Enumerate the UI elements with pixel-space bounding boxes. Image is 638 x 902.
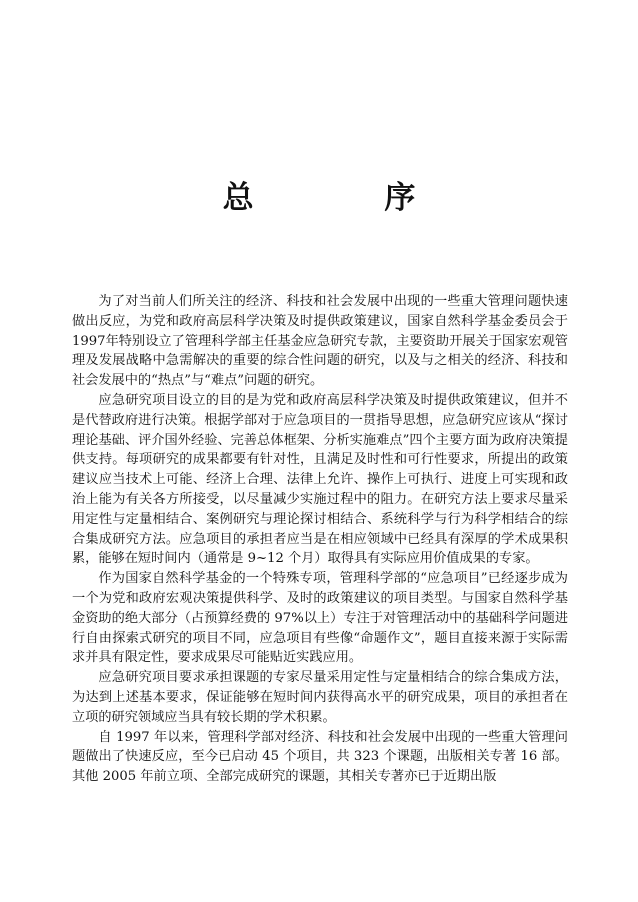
- body-text: [72, 292, 568, 787]
- paragraph-2: 应急研究项目设立的目的是为党和政府高层科学决策及时提供政策建议，但并不是代替政府进行决策。根据学部对于应急项目的一贯指导思想，应急研究应该从“探讨理论基础、评介国外经验、完善总体框架、分析实施难点”四个主要方面为政府决策提供支持。每项研究的成果都要有针对性，且满足及时性和可行性要求，所提出的政策建议应当技术上可能、经济上合理、法律上允许、操作上可执行、进度上可实现和政治上能为有关各方所接受，以尽量减少实施过程中的阻力。在研究方法上要求尽量采用定性与定量相结合、案例研究与理论探讨相结合、系统科学与行为科学相结合的综合集成研究方法。应急项目的承担者应当是在相应领域中已经具有深厚的学术成果积累，能够在短时间内（通常是 9~12 个月）取得具有实际应用价值成果的专家。: [72, 392, 568, 567]
- paragraph-4: 应急研究项目要求承担课题的专家尽量采用定性与定量相结合的综合集成方法，为达到上述基本要求，保证能够在短时间内获得高水平的研究成果，项目的承担者在立项的研究领域应当具有较长期的学术积累。: [72, 670, 568, 725]
- paragraph-5: 自 1997 年以来，管理科学部对经济、科技和社会发展中出现的一些重大管理问题做出了快速反应，至今已启动 45 个项目，共 323 个课题，出版相关专著 16 部。其他 2005 年前立项、全部完成研究的课题，其相关专著亦已于近期出版: [72, 729, 568, 785]
- paragraph-1: 为了对当前人们所关注的经济、科技和社会发展中出现的一些重大管理问题快速做出反应，为党和政府高层科学决策及时提供政策建议，国家自然科学基金委员会于1997年特别设立了管理科学部主任基金应急研究专款，主要资助开展关于国家宏观管理及发展战略中急需解决的重要的综合性问题的研究，以及与之相关的经济、科技和社会发展中的“热点”与“难点”问题的研究。: [72, 294, 568, 389]
- paragraph-3: 作为国家自然科学基金的一个特殊专项，管理科学部的“应急项目”已经逐步成为一个为党和政府宏观决策提供科学、及时的政策建议的项目类型。与国家自然科学基金资助的绝大部分（占预算经费的 97%以上）专注于对管理活动中的基础科学问题进行自由探索式研究的项目不同，应急项目有些像“命题作文”，题目直接来源于实际需求并具有限定性，要求成果尽可能贴近实践应用。: [72, 571, 568, 666]
- page-title: 总 序: [222, 180, 476, 216]
